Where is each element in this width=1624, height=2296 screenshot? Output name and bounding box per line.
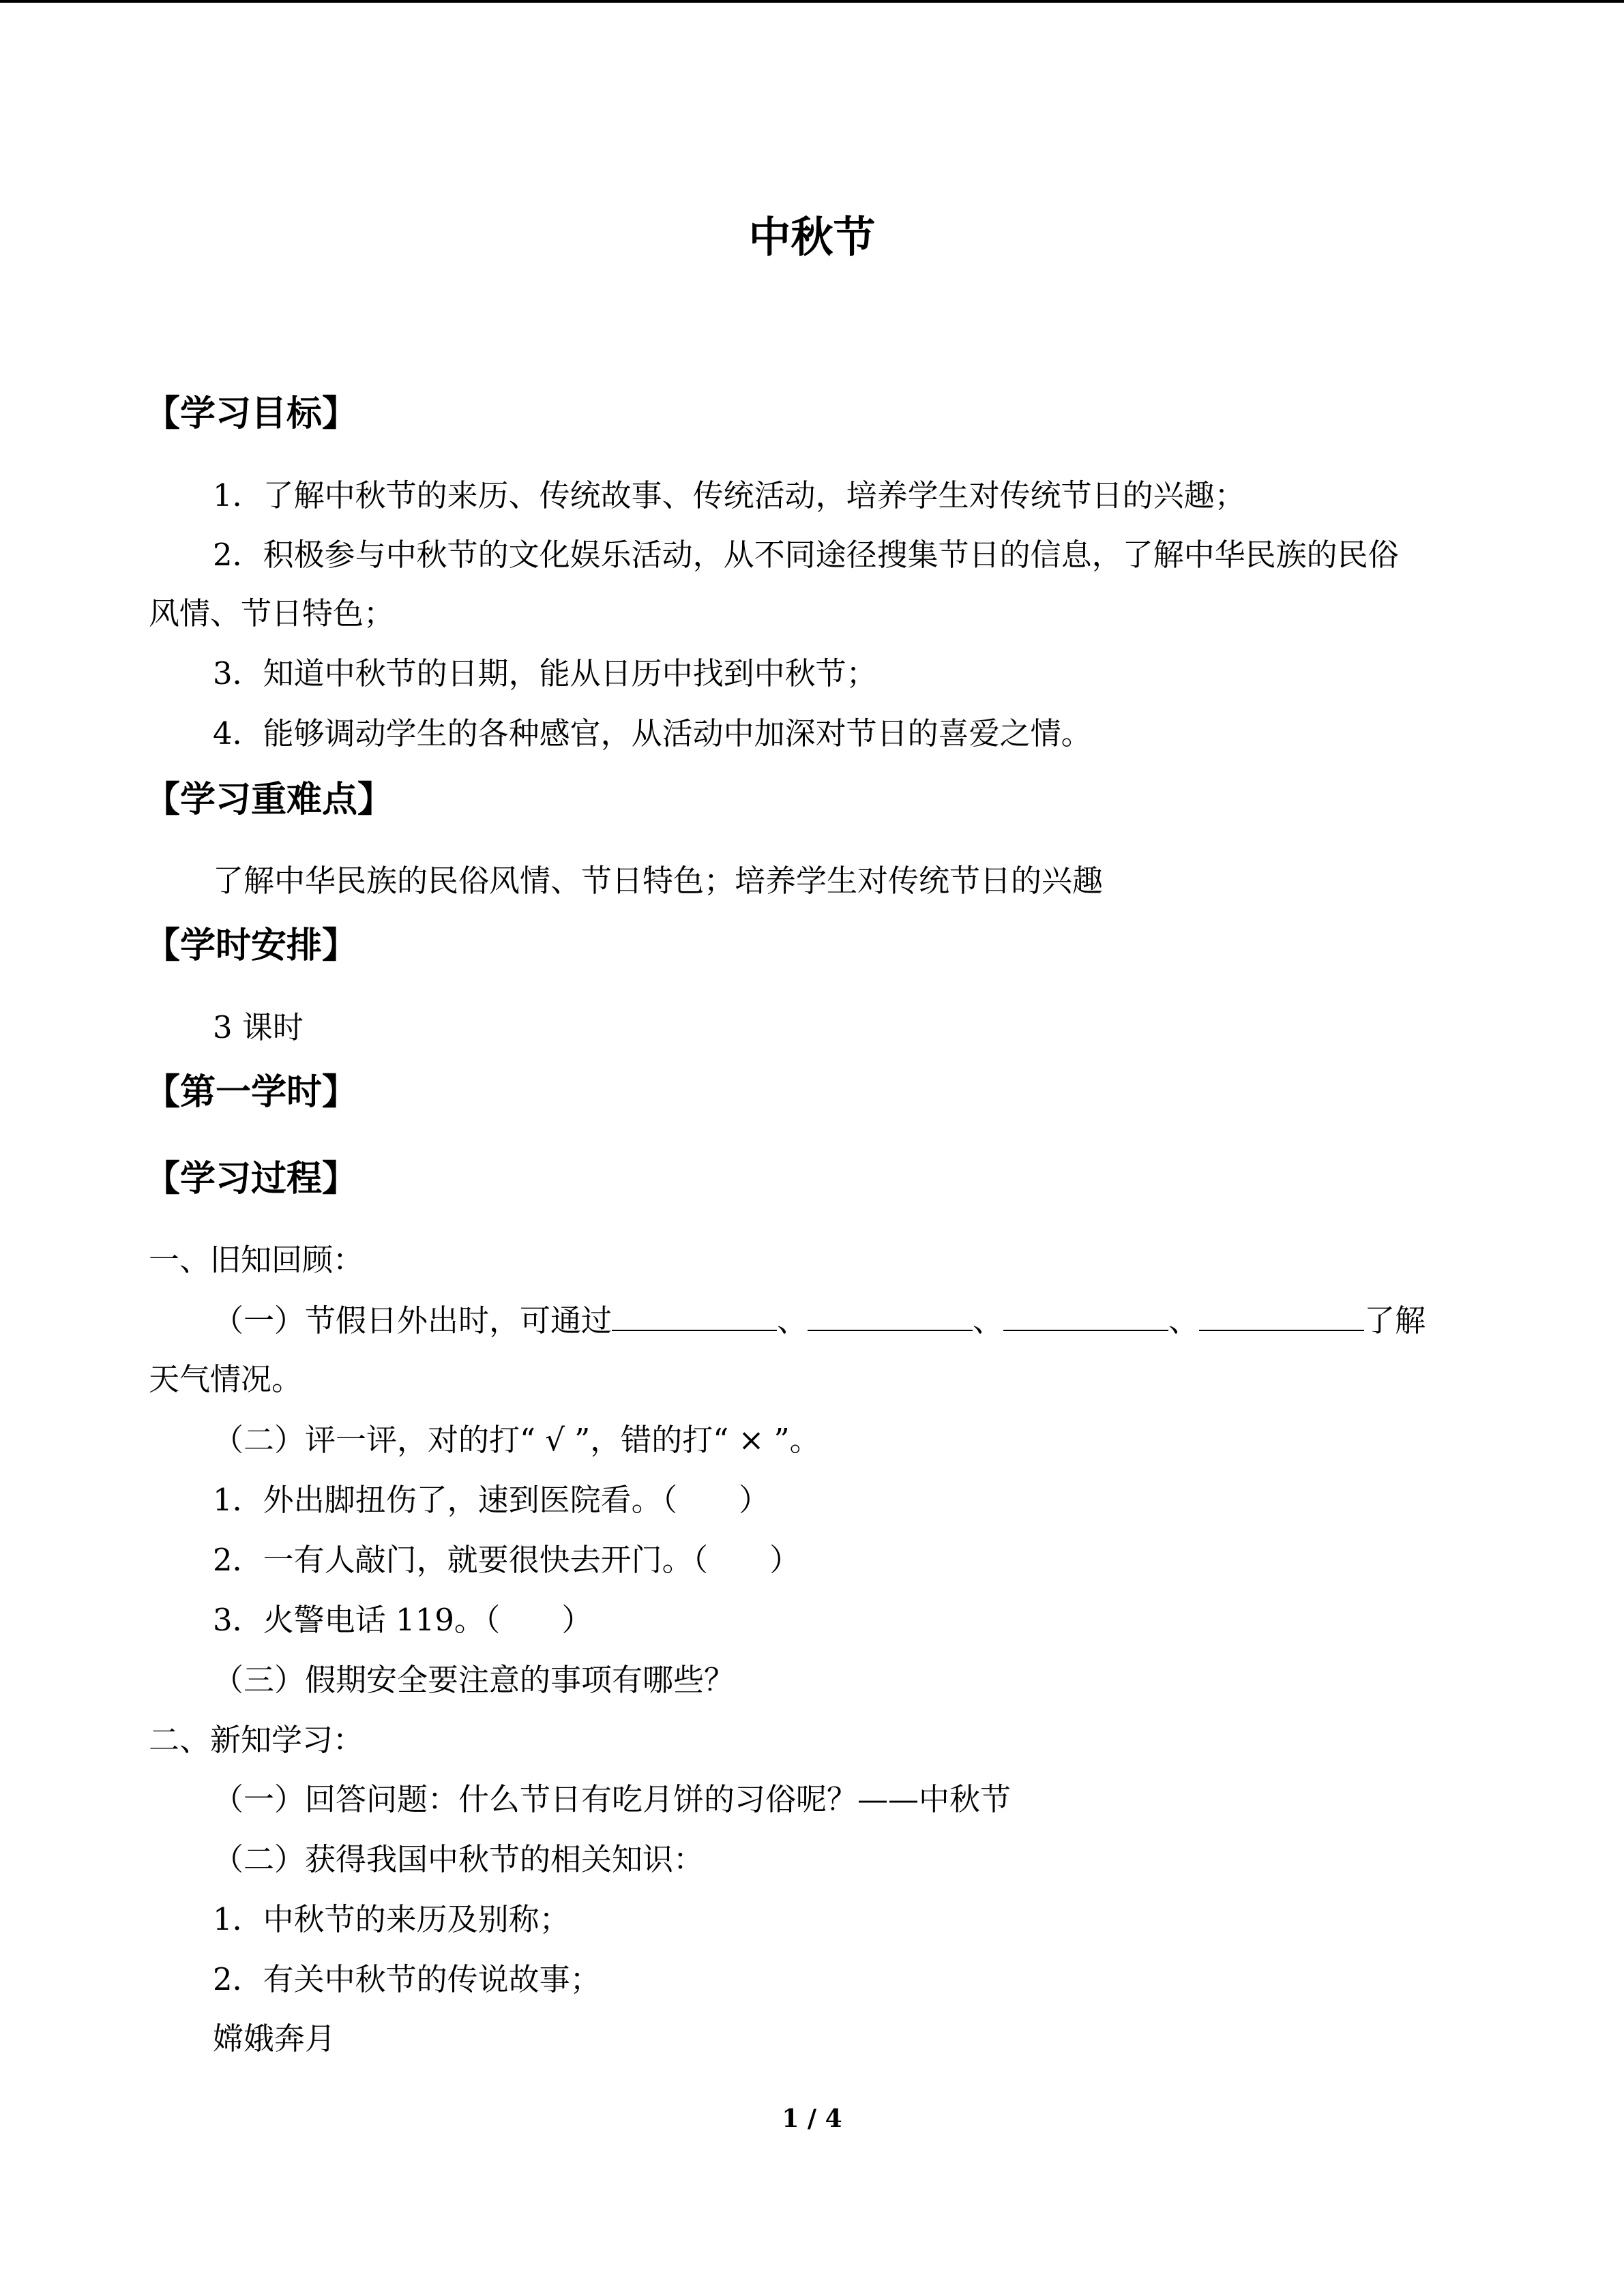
review-judge-item-1: 1．外出脚扭伤了，速到医院看。（ ） (213, 1482, 770, 1518)
review-question-3: （三）假期安全要注意的事项有哪些？ (213, 1662, 735, 1698)
objective-item-2-line-1: 2．积极参与中秋节的文化娱乐活动，从不同途径搜集节日的信息，了解中华民族的民俗 (213, 537, 1399, 573)
page-title: 中秋节 (748, 212, 876, 262)
key-points-text: 了解中华民族的民俗风情、节日特色；培养学生对传统节日的兴趣 (213, 863, 1104, 899)
fill-blank-3[interactable] (1003, 1300, 1168, 1331)
page-number: 1 / 4 (782, 2104, 842, 2133)
review-question-1 (213, 1300, 1426, 1341)
objective-item-1: 1．了解中秋节的来历、传统故事、传统活动，培养学生对传统节日的兴趣； (213, 477, 1245, 513)
new-learning-question-2: （二）获得我国中秋节的相关知识： (213, 1841, 705, 1877)
new-learning-item-1: 1．中秋节的来历及别称； (213, 1901, 570, 1937)
heading-process: 【学习过程】 (145, 1159, 358, 1199)
fill-blank-4[interactable] (1199, 1300, 1364, 1331)
objective-item-4: 4．能够调动学生的各种感官，从活动中加深对节日的喜爱之情。 (213, 715, 1092, 751)
objective-item-2-line-2: 风情、节日特色； (149, 595, 395, 631)
blank-separator-1: 、 (777, 1302, 808, 1339)
review-q1-prefix: （一）节假日外出时，可通过 (213, 1302, 612, 1339)
schedule-text: 3 课时 (213, 1009, 304, 1045)
review-judge-item-3: 3．火警电话 119。（ ） (213, 1602, 593, 1638)
new-learning-heading: 二、新知学习： (149, 1722, 364, 1758)
heading-first-period: 【第一学时】 (145, 1072, 358, 1113)
heading-schedule: 【学时安排】 (145, 925, 358, 966)
heading-objectives: 【学习目标】 (145, 393, 358, 434)
new-learning-question-1: （一）回答问题：什么节日有吃月饼的习俗呢？——中秋节 (213, 1781, 1012, 1817)
blank-separator-2: 、 (973, 1302, 1004, 1339)
review-q1-suffix: 了解 (1364, 1302, 1426, 1339)
story-title: 嫦娥奔月 (213, 2021, 336, 2057)
review-question-2: （二）评一评，对的打“ √ ”，错的打“ × ”。 (213, 1422, 821, 1458)
fill-blank-1[interactable] (612, 1300, 777, 1331)
fill-blank-2[interactable] (808, 1300, 973, 1331)
review-heading: 一、旧知回顾： (149, 1242, 364, 1278)
objective-item-3: 3．知道中秋节的日期，能从日历中找到中秋节； (213, 655, 877, 691)
new-learning-item-2: 2．有关中秋节的传说故事； (213, 1961, 601, 1997)
review-judge-item-2: 2．一有人敲门，就要很快去开门。（ ） (213, 1542, 801, 1578)
heading-key-points: 【学习重难点】 (145, 779, 394, 820)
review-question-1-line-2: 天气情况。 (149, 1361, 303, 1397)
blank-separator-3: 、 (1168, 1302, 1200, 1339)
